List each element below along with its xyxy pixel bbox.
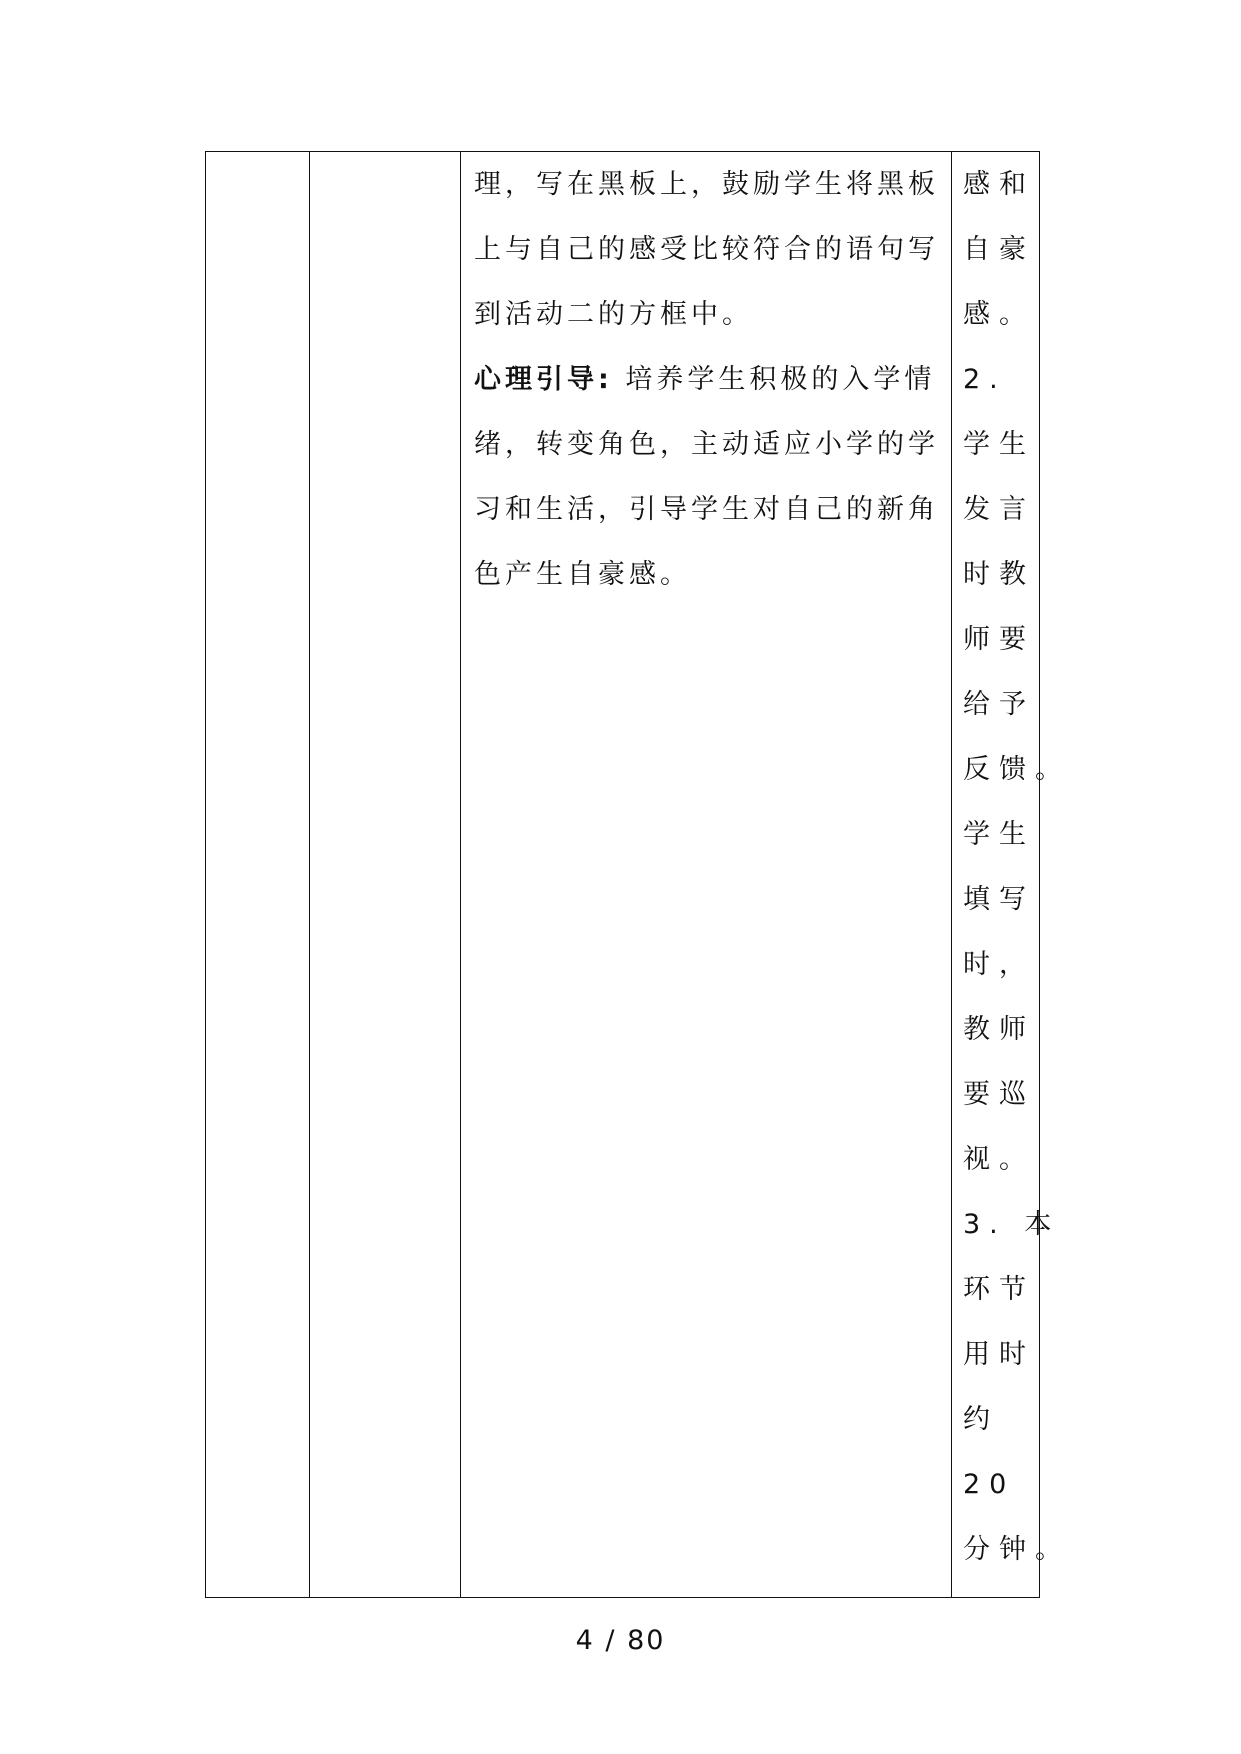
empty-cell-first: [206, 152, 310, 1598]
notes-line: 分钟。: [963, 1534, 1071, 1565]
lesson-plan-table: [205, 151, 1071, 1598]
notes-line: 20: [963, 1469, 1016, 1500]
notes-line: 2.: [963, 364, 1007, 395]
guidance-paragraph: [474, 347, 941, 607]
page-total: 80: [627, 1625, 666, 1656]
activity-description: [461, 152, 951, 607]
guidance-text: 培养学生积极的入学情绪，转变角色，主动适应小学的学习和生活，引导学生对自己的新角色产生自豪感。: [474, 364, 939, 590]
notes-line: 感。: [963, 299, 1035, 330]
notes-line: 感和: [963, 169, 1035, 200]
notes-line: 自豪: [963, 234, 1035, 265]
page-number: [0, 1625, 1241, 1656]
notes-line: 约: [963, 1404, 999, 1435]
notes-column: [952, 152, 1071, 1582]
notes-line: 给予: [963, 689, 1035, 720]
page-separator: /: [605, 1625, 617, 1656]
notes-line: 学生: [963, 819, 1035, 850]
table-row: [206, 152, 1040, 1598]
notes-line: 填写: [963, 884, 1035, 915]
notes-line: 师要: [963, 624, 1035, 655]
notes-line: 用时: [963, 1339, 1035, 1370]
notes-line: 学生: [963, 429, 1035, 460]
notes-line: 反馈。: [963, 754, 1071, 785]
notes-line: 3. 本: [963, 1209, 1061, 1240]
notes-line: 环节: [963, 1274, 1035, 1305]
notes-line: 发言: [963, 494, 1035, 525]
empty-cell-second: [310, 152, 461, 1598]
notes-line: 视。: [963, 1144, 1035, 1175]
notes-line: 时教: [963, 559, 1035, 590]
page-current: 4: [575, 1625, 595, 1656]
activity-description-cell: [461, 152, 952, 1598]
notes-line: 要巡: [963, 1079, 1035, 1110]
notes-line: 教师: [963, 1014, 1035, 1045]
guidance-label: 心理引导:: [474, 364, 613, 395]
notes-line: 时，: [963, 949, 1035, 980]
activity-paragraph: 理，写在黑板上，鼓励学生将黑板上与自己的感受比较符合的语句写到活动二的方框中。: [474, 169, 939, 330]
notes-cell: [952, 152, 1071, 1598]
